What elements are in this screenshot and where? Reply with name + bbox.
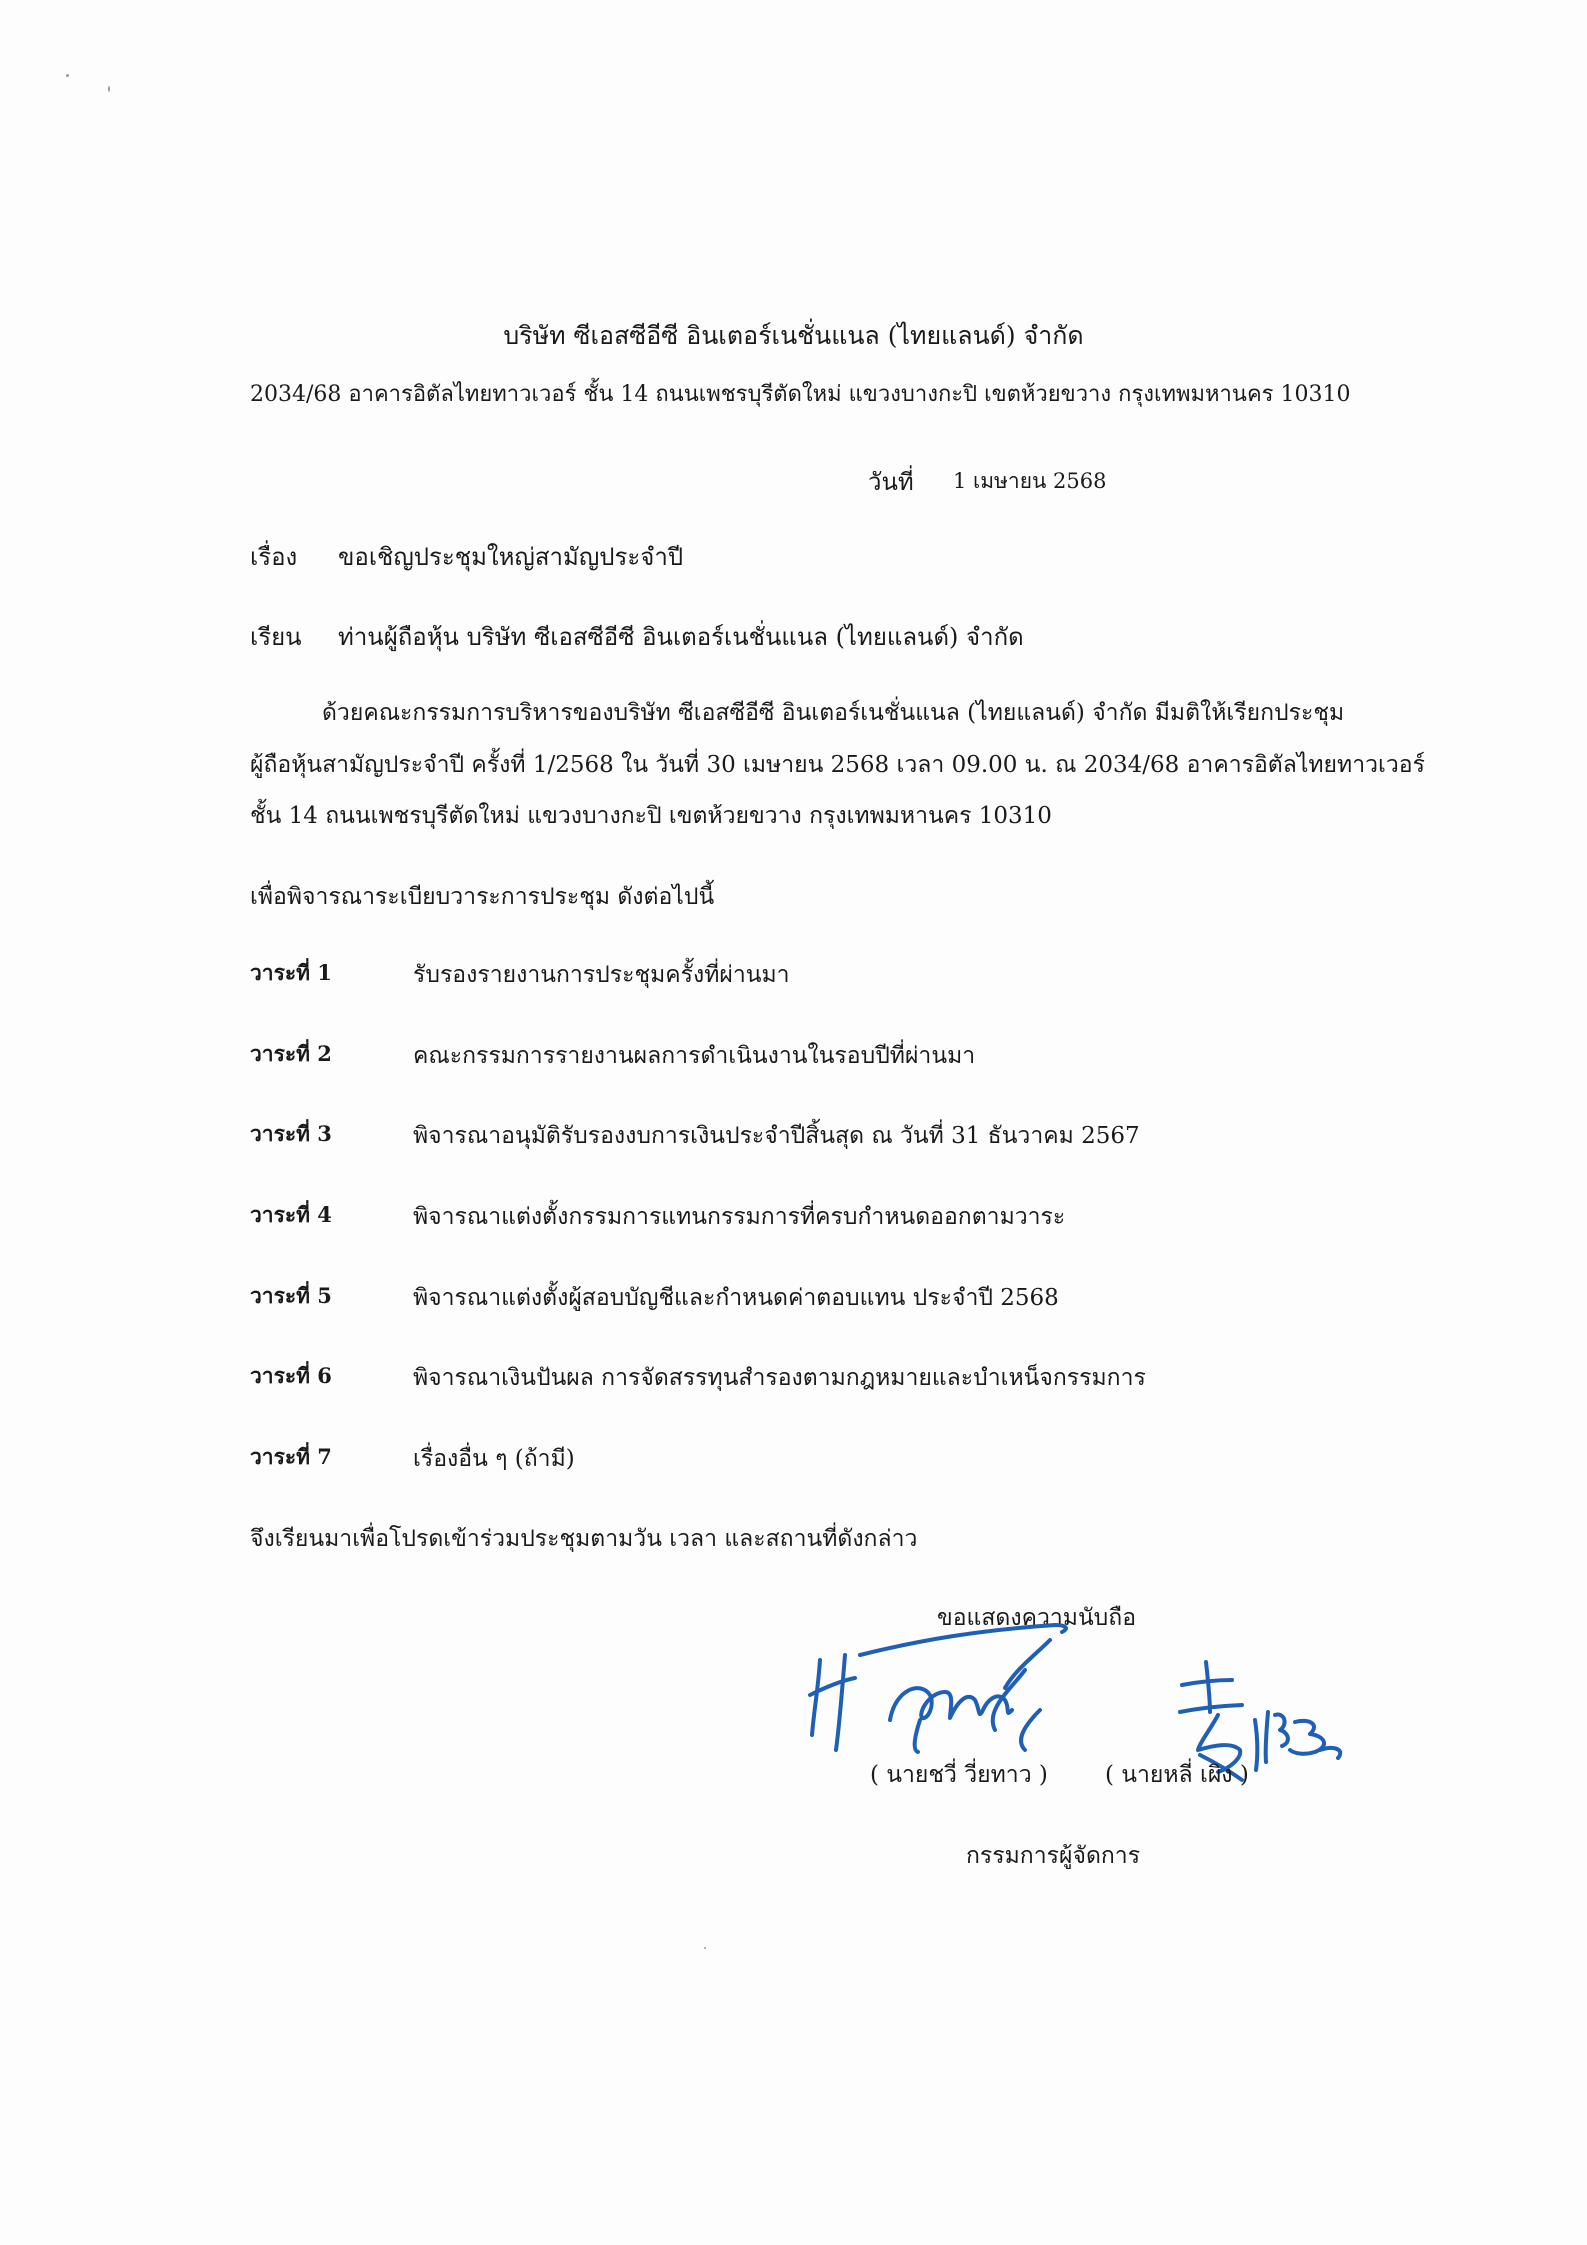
scan-speck <box>108 86 110 92</box>
company-address: 2034/68 อาคารอิตัลไทยทาวเวอร์ ชั้น 14 ถนนเพชรบุรีตัดใหม่ แขวงบางกะปิ เขตห้วยขวาง กรุงเทพมหานคร 10310 <box>250 382 1351 407</box>
recipient-value: ท่านผู้ถือหุ้น บริษัท ซีเอสซีอีซี อินเตอร์เนชั่นแนล (ไทยแลนด์) จำกัด <box>338 623 1024 651</box>
scan-speck <box>66 74 69 77</box>
closing-sentence: จึงเรียนมาเพื่อโปรดเข้าร่วมประชุมตามวัน เวลา และสถานที่ดังกล่าว <box>250 1526 918 1552</box>
recipient-label: เรียน <box>250 623 302 651</box>
date-label: วันที่ <box>868 468 914 496</box>
signer-2-name: ( นายหลี่ เผิง ) <box>1105 1762 1249 1788</box>
agenda-intro: เพื่อพิจารณาระเบียบวาระการประชุม ดังต่อไปนี้ <box>250 884 715 910</box>
body-line-2: ผู้ถือหุ้นสามัญประจำปี ครั้งที่ 1/2568 ใน วันที่ 30 เมษายน 2568 เวลา 09.00 น. ณ 2034/68 อาคารอิตัลไทยทาวเวอร์ <box>250 752 1425 778</box>
agenda-text: เรื่องอื่น ๆ (ถ้ามี) <box>413 1446 575 1472</box>
body-line-3: ชั้น 14 ถนนเพชรบุรีตัดใหม่ แขวงบางกะปิ เขตห้วยขวาง กรุงเทพมหานคร 10310 <box>250 803 1052 829</box>
subject-value: ขอเชิญประชุมใหญ่สามัญประจำปี <box>338 543 684 571</box>
agenda-text: คณะกรรมการรายงานผลการดำเนินงานในรอบปีที่ผ่านมา <box>413 1043 976 1069</box>
agenda-number: วาระที่ 4 <box>250 1202 332 1227</box>
agenda-text: พิจารณาแต่งตั้งผู้สอบบัญชีและกำหนดค่าตอบแทน ประจำปี 2568 <box>413 1285 1059 1311</box>
agenda-number: วาระที่ 2 <box>250 1041 332 1066</box>
agenda-number: วาระที่ 5 <box>250 1283 332 1308</box>
agenda-number: วาระที่ 3 <box>250 1121 332 1146</box>
company-name: บริษัท ซีเอสซีอีซี อินเตอร์เนชั่นแนล (ไทยแลนด์) จำกัด <box>503 321 1084 350</box>
agenda-number: วาระที่ 1 <box>250 960 332 985</box>
regards-text: ขอแสดงความนับถือ <box>937 1605 1137 1631</box>
agenda-number: วาระที่ 7 <box>250 1444 332 1469</box>
signature-1 <box>800 1600 1130 1770</box>
signer-1-name: ( นายชวี่ วี่ยทาว ) <box>870 1762 1048 1788</box>
scan-speck <box>704 1947 706 1949</box>
agenda-number: วาระที่ 6 <box>250 1363 332 1388</box>
body-line-1: ด้วยคณะกรรมการบริหารของบริษัท ซีเอสซีอีซี อินเตอร์เนชั่นแนล (ไทยแลนด์) จำกัด มีมติให้เรียกประชุม <box>322 700 1345 726</box>
agenda-text: พิจารณาเงินปันผล การจัดสรรทุนสำรองตามกฎหมายและบำเหน็จกรรมการ <box>413 1365 1146 1391</box>
agenda-text: พิจารณาอนุมัติรับรองงบการเงินประจำปีสิ้นสุด ณ วันที่ 31 ธันวาคม 2567 <box>413 1123 1140 1149</box>
date-value: 1 เมษายน 2568 <box>953 469 1107 493</box>
subject-label: เรื่อง <box>250 543 298 571</box>
signer-position: กรรมการผู้จัดการ <box>966 1843 1141 1869</box>
agenda-text: พิจารณาแต่งตั้งกรรมการแทนกรรมการที่ครบกำหนดออกตามวาระ <box>413 1204 1066 1230</box>
agenda-text: รับรองรายงานการประชุมครั้งที่ผ่านมา <box>413 962 790 988</box>
